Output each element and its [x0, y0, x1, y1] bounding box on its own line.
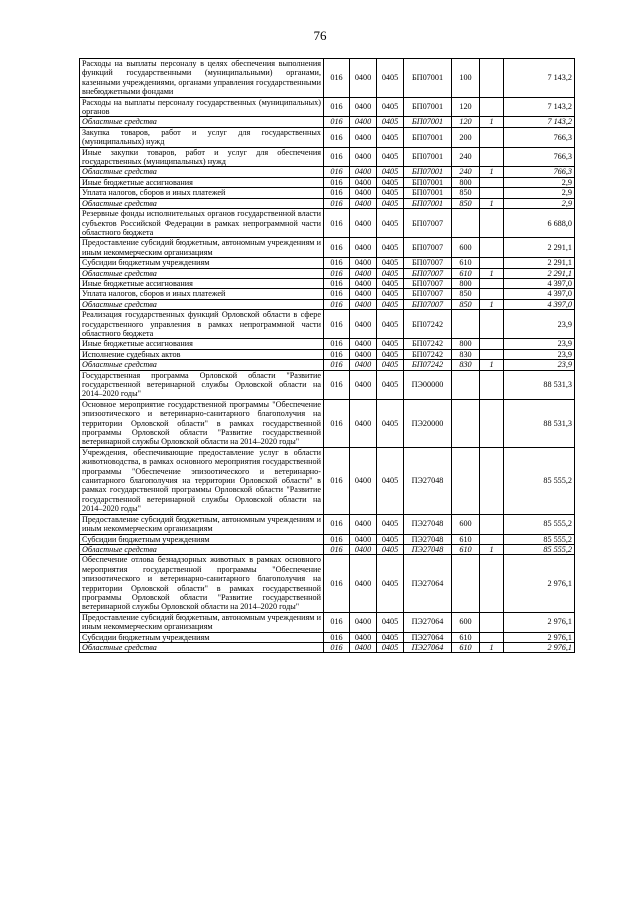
- table-row: [80, 349, 575, 359]
- cell-target-article: БП07001: [404, 198, 452, 208]
- row-name: Областные средства: [80, 544, 324, 554]
- cell-grbs: 016: [324, 370, 350, 399]
- cell-target-article: ПЭ20000: [404, 399, 452, 447]
- cell-podrazdel: 0405: [377, 299, 404, 309]
- cell-podrazdel: 0405: [377, 642, 404, 652]
- cell-amount: 2,9: [504, 177, 575, 187]
- cell-razdel: 0400: [350, 127, 377, 147]
- cell-target-article: БП07007: [404, 209, 452, 238]
- cell-funding-code: [480, 399, 504, 447]
- cell-expense-type: 800: [452, 339, 480, 349]
- cell-funding-code: [480, 370, 504, 399]
- cell-amount: 7 143,2: [504, 59, 575, 98]
- cell-funding-code: [480, 555, 504, 612]
- cell-podrazdel: 0405: [377, 147, 404, 167]
- table-row: [80, 117, 575, 127]
- cell-amount: 2 976,1: [504, 632, 575, 642]
- cell-razdel: 0400: [350, 544, 377, 554]
- cell-podrazdel: 0405: [377, 544, 404, 554]
- cell-grbs: 016: [324, 147, 350, 167]
- table-row: [80, 370, 575, 399]
- cell-razdel: 0400: [350, 360, 377, 370]
- cell-funding-code: [480, 147, 504, 167]
- cell-expense-type: 850: [452, 188, 480, 198]
- table-row: [80, 360, 575, 370]
- cell-expense-type: 610: [452, 534, 480, 544]
- cell-podrazdel: 0405: [377, 167, 404, 177]
- cell-podrazdel: 0405: [377, 612, 404, 632]
- cell-amount: 4 397,0: [504, 299, 575, 309]
- cell-target-article: БП07007: [404, 258, 452, 268]
- cell-target-article: ПЭ27048: [404, 544, 452, 554]
- row-name: Учреждения, обеспечивающие предоставление услуг в области животноводства, в рамках основного мероприятия государственной программы "Обеспечение эпизоотического и ветеринарно-санитарного благополучия на территории Орловской области" в рамках государственной программы Орловской области "Развитие государственной ветеринарной службы Орловской области на 2014–2020 годы": [80, 447, 324, 514]
- cell-razdel: 0400: [350, 632, 377, 642]
- cell-podrazdel: 0405: [377, 399, 404, 447]
- table-row: [80, 97, 575, 117]
- cell-razdel: 0400: [350, 167, 377, 177]
- table-row: [80, 642, 575, 652]
- cell-expense-type: 610: [452, 268, 480, 278]
- cell-funding-code: [480, 59, 504, 98]
- cell-grbs: 016: [324, 632, 350, 642]
- cell-funding-code: [480, 127, 504, 147]
- cell-razdel: 0400: [350, 612, 377, 632]
- cell-expense-type: 240: [452, 147, 480, 167]
- cell-amount: 7 143,2: [504, 97, 575, 117]
- cell-razdel: 0400: [350, 555, 377, 612]
- cell-amount: 766,3: [504, 167, 575, 177]
- cell-grbs: 016: [324, 360, 350, 370]
- cell-expense-type: [452, 447, 480, 514]
- cell-razdel: 0400: [350, 268, 377, 278]
- table-row: [80, 310, 575, 339]
- cell-razdel: 0400: [350, 117, 377, 127]
- cell-razdel: 0400: [350, 310, 377, 339]
- table-row: [80, 289, 575, 299]
- cell-expense-type: 610: [452, 258, 480, 268]
- cell-amount: 2 291,1: [504, 258, 575, 268]
- cell-target-article: ПЭ27048: [404, 534, 452, 544]
- row-name: Исполнение судебных актов: [80, 349, 324, 359]
- cell-amount: 766,3: [504, 127, 575, 147]
- row-name: Иные бюджетные ассигнования: [80, 339, 324, 349]
- cell-amount: 23,9: [504, 349, 575, 359]
- row-name: Расходы на выплаты персоналу государственных (муниципальных) органов: [80, 97, 324, 117]
- cell-razdel: 0400: [350, 447, 377, 514]
- cell-expense-type: 120: [452, 97, 480, 117]
- table-row: [80, 188, 575, 198]
- table-row: [80, 544, 575, 554]
- table-row: [80, 514, 575, 534]
- cell-amount: 2,9: [504, 198, 575, 208]
- row-name: Областные средства: [80, 198, 324, 208]
- cell-podrazdel: 0405: [377, 289, 404, 299]
- cell-expense-type: [452, 310, 480, 339]
- cell-target-article: БП07001: [404, 177, 452, 187]
- table-row: [80, 278, 575, 288]
- cell-target-article: ПЭ27064: [404, 632, 452, 642]
- table-row: [80, 447, 575, 514]
- cell-podrazdel: 0405: [377, 370, 404, 399]
- row-name: Субсидии бюджетным учреждениям: [80, 534, 324, 544]
- cell-target-article: БП07007: [404, 238, 452, 258]
- cell-funding-code: [480, 310, 504, 339]
- cell-podrazdel: 0405: [377, 117, 404, 127]
- table-row: [80, 268, 575, 278]
- cell-podrazdel: 0405: [377, 59, 404, 98]
- cell-funding-code: 1: [480, 299, 504, 309]
- cell-amount: 85 555,2: [504, 447, 575, 514]
- row-name: Реализация государственных функций Орловской области в сфере государственного управления в рамках непрограммной части областного бюджета: [80, 310, 324, 339]
- cell-grbs: 016: [324, 198, 350, 208]
- cell-podrazdel: 0405: [377, 238, 404, 258]
- cell-grbs: 016: [324, 349, 350, 359]
- cell-razdel: 0400: [350, 258, 377, 268]
- cell-funding-code: [480, 97, 504, 117]
- cell-razdel: 0400: [350, 59, 377, 98]
- table-row: [80, 258, 575, 268]
- cell-podrazdel: 0405: [377, 209, 404, 238]
- cell-grbs: 016: [324, 167, 350, 177]
- table-row: [80, 209, 575, 238]
- cell-grbs: 016: [324, 612, 350, 632]
- row-name: Областные средства: [80, 299, 324, 309]
- table-row: [80, 147, 575, 167]
- cell-target-article: ПЭ27064: [404, 642, 452, 652]
- cell-funding-code: [480, 289, 504, 299]
- cell-razdel: 0400: [350, 97, 377, 117]
- cell-target-article: ПЭ27048: [404, 514, 452, 534]
- cell-grbs: 016: [324, 59, 350, 98]
- cell-expense-type: 600: [452, 514, 480, 534]
- cell-expense-type: 610: [452, 632, 480, 642]
- row-name: Областные средства: [80, 268, 324, 278]
- cell-expense-type: 100: [452, 59, 480, 98]
- cell-amount: 88 531,3: [504, 399, 575, 447]
- cell-target-article: БП07001: [404, 147, 452, 167]
- table-row: [80, 299, 575, 309]
- cell-funding-code: 1: [480, 544, 504, 554]
- cell-expense-type: 600: [452, 238, 480, 258]
- cell-amount: 4 397,0: [504, 278, 575, 288]
- cell-target-article: БП07242: [404, 360, 452, 370]
- cell-grbs: 016: [324, 209, 350, 238]
- row-name: Областные средства: [80, 117, 324, 127]
- cell-amount: 2 976,1: [504, 642, 575, 652]
- cell-expense-type: 850: [452, 198, 480, 208]
- cell-amount: 7 143,2: [504, 117, 575, 127]
- cell-podrazdel: 0405: [377, 360, 404, 370]
- cell-funding-code: [480, 612, 504, 632]
- cell-target-article: БП07007: [404, 268, 452, 278]
- cell-amount: 85 555,2: [504, 534, 575, 544]
- table-row: [80, 238, 575, 258]
- cell-grbs: 016: [324, 514, 350, 534]
- table-row: [80, 198, 575, 208]
- cell-amount: 2,9: [504, 188, 575, 198]
- cell-funding-code: [480, 188, 504, 198]
- cell-expense-type: 830: [452, 349, 480, 359]
- cell-podrazdel: 0405: [377, 188, 404, 198]
- cell-target-article: ПЭ27064: [404, 555, 452, 612]
- table-row: [80, 534, 575, 544]
- page-number: 76: [313, 28, 327, 43]
- cell-razdel: 0400: [350, 642, 377, 652]
- cell-razdel: 0400: [350, 209, 377, 238]
- row-name: Областные средства: [80, 642, 324, 652]
- cell-expense-type: [452, 555, 480, 612]
- row-name: Уплата налогов, сборов и иных платежей: [80, 289, 324, 299]
- table-row: [80, 612, 575, 632]
- table-row: [80, 167, 575, 177]
- cell-podrazdel: 0405: [377, 177, 404, 187]
- cell-amount: 85 555,2: [504, 514, 575, 534]
- cell-grbs: 016: [324, 399, 350, 447]
- cell-funding-code: [480, 514, 504, 534]
- cell-podrazdel: 0405: [377, 349, 404, 359]
- cell-target-article: БП07001: [404, 59, 452, 98]
- cell-target-article: ПЭ27064: [404, 612, 452, 632]
- cell-expense-type: 830: [452, 360, 480, 370]
- row-name: Основное мероприятие государственной программы "Обеспечение эпизоотического и ветеринарно-санитарного благополучия на территории Орловской области" в рамках государственной программы Орловской области "Развитие государственной ветеринарной службы Орловской области на 2014–2020 годы": [80, 399, 324, 447]
- cell-amount: 6 688,0: [504, 209, 575, 238]
- cell-amount: 2 976,1: [504, 555, 575, 612]
- cell-razdel: 0400: [350, 198, 377, 208]
- cell-funding-code: 1: [480, 268, 504, 278]
- row-name: Областные средства: [80, 360, 324, 370]
- row-name: Предоставление субсидий бюджетным, автономным учреждениям и иным некоммерческим организациям: [80, 514, 324, 534]
- cell-razdel: 0400: [350, 177, 377, 187]
- table-row: [80, 177, 575, 187]
- cell-expense-type: [452, 370, 480, 399]
- cell-amount: 88 531,3: [504, 370, 575, 399]
- cell-target-article: БП07007: [404, 278, 452, 288]
- cell-grbs: 016: [324, 642, 350, 652]
- row-name: Закупка товаров, работ и услуг для государственных (муниципальных) нужд: [80, 127, 324, 147]
- cell-amount: 23,9: [504, 339, 575, 349]
- cell-target-article: БП07242: [404, 310, 452, 339]
- cell-grbs: 016: [324, 289, 350, 299]
- cell-razdel: 0400: [350, 289, 377, 299]
- cell-target-article: БП07001: [404, 97, 452, 117]
- row-name: Областные средства: [80, 167, 324, 177]
- cell-razdel: 0400: [350, 238, 377, 258]
- cell-funding-code: 1: [480, 198, 504, 208]
- row-name: Уплата налогов, сборов и иных платежей: [80, 188, 324, 198]
- cell-podrazdel: 0405: [377, 310, 404, 339]
- cell-razdel: 0400: [350, 299, 377, 309]
- cell-amount: 766,3: [504, 147, 575, 167]
- cell-razdel: 0400: [350, 514, 377, 534]
- cell-funding-code: 1: [480, 360, 504, 370]
- cell-funding-code: [480, 278, 504, 288]
- cell-funding-code: [480, 177, 504, 187]
- table-row: [80, 59, 575, 98]
- row-name: Иные бюджетные ассигнования: [80, 278, 324, 288]
- cell-podrazdel: 0405: [377, 268, 404, 278]
- row-name: Иные закупки товаров, работ и услуг для обеспечения государственных (муниципальных) нужд: [80, 147, 324, 167]
- cell-amount: 23,9: [504, 360, 575, 370]
- row-name: Обеспечение отлова безнадзорных животных в рамках основного мероприятия государственной программы "Обеспечение эпизоотического и ветеринарно-санитарного благополучия на территории Орловской области" в рамках государственной программы Орловской области "Развитие государственной ветеринарной службы Орловской области на 2014–2020 годы": [80, 555, 324, 612]
- cell-expense-type: 600: [452, 612, 480, 632]
- row-name: Резервные фонды исполнительных органов государственной власти субъектов Российской Федерации в рамках непрограммной части областного бюджета: [80, 209, 324, 238]
- cell-amount: 2 291,1: [504, 268, 575, 278]
- cell-razdel: 0400: [350, 147, 377, 167]
- cell-expense-type: 800: [452, 177, 480, 187]
- cell-podrazdel: 0405: [377, 97, 404, 117]
- cell-expense-type: [452, 399, 480, 447]
- cell-podrazdel: 0405: [377, 632, 404, 642]
- cell-grbs: 016: [324, 278, 350, 288]
- cell-podrazdel: 0405: [377, 127, 404, 147]
- cell-target-article: БП07242: [404, 349, 452, 359]
- cell-grbs: 016: [324, 299, 350, 309]
- cell-funding-code: [480, 632, 504, 642]
- cell-grbs: 016: [324, 447, 350, 514]
- cell-expense-type: 800: [452, 278, 480, 288]
- cell-grbs: 016: [324, 177, 350, 187]
- table-row: [80, 399, 575, 447]
- cell-grbs: 016: [324, 188, 350, 198]
- cell-funding-code: [480, 258, 504, 268]
- cell-razdel: 0400: [350, 534, 377, 544]
- cell-grbs: 016: [324, 534, 350, 544]
- cell-funding-code: [480, 238, 504, 258]
- table-row: [80, 127, 575, 147]
- cell-amount: 2 976,1: [504, 612, 575, 632]
- cell-target-article: БП07001: [404, 188, 452, 198]
- cell-razdel: 0400: [350, 349, 377, 359]
- row-name: Субсидии бюджетным учреждениям: [80, 632, 324, 642]
- cell-grbs: 016: [324, 117, 350, 127]
- cell-amount: 85 555,2: [504, 544, 575, 554]
- cell-expense-type: 610: [452, 642, 480, 652]
- cell-target-article: ПЭ27048: [404, 447, 452, 514]
- cell-podrazdel: 0405: [377, 534, 404, 544]
- cell-grbs: 016: [324, 127, 350, 147]
- cell-expense-type: 200: [452, 127, 480, 147]
- cell-target-article: БП07001: [404, 167, 452, 177]
- cell-expense-type: 850: [452, 299, 480, 309]
- cell-target-article: БП07007: [404, 289, 452, 299]
- cell-expense-type: 610: [452, 544, 480, 554]
- cell-grbs: 016: [324, 97, 350, 117]
- row-name: Иные бюджетные ассигнования: [80, 177, 324, 187]
- cell-funding-code: [480, 447, 504, 514]
- cell-funding-code: 1: [480, 642, 504, 652]
- cell-podrazdel: 0405: [377, 339, 404, 349]
- cell-funding-code: [480, 534, 504, 544]
- row-name: Расходы на выплаты персоналу в целях обеспечения выполнения функций государственными (муниципальными) органами, казенными учреждениями, органами управления государственными внебюджетными фондами: [80, 59, 324, 98]
- cell-expense-type: 850: [452, 289, 480, 299]
- table-row: [80, 339, 575, 349]
- cell-razdel: 0400: [350, 339, 377, 349]
- cell-grbs: 016: [324, 310, 350, 339]
- cell-target-article: ПЭ00000: [404, 370, 452, 399]
- cell-grbs: 016: [324, 238, 350, 258]
- cell-grbs: 016: [324, 544, 350, 554]
- table-row: [80, 555, 575, 612]
- row-name: Субсидии бюджетным учреждениям: [80, 258, 324, 268]
- cell-podrazdel: 0405: [377, 447, 404, 514]
- row-name: Государственная программа Орловской области "Развитие государственной ветеринарной службы Орловской области на 2014–2020 годы": [80, 370, 324, 399]
- cell-amount: 4 397,0: [504, 289, 575, 299]
- budget-table-body: [80, 59, 575, 653]
- cell-podrazdel: 0405: [377, 278, 404, 288]
- cell-expense-type: 120: [452, 117, 480, 127]
- cell-funding-code: [480, 339, 504, 349]
- cell-grbs: 016: [324, 339, 350, 349]
- cell-expense-type: [452, 209, 480, 238]
- cell-amount: 23,9: [504, 310, 575, 339]
- cell-target-article: БП07001: [404, 117, 452, 127]
- cell-expense-type: 240: [452, 167, 480, 177]
- cell-grbs: 016: [324, 258, 350, 268]
- budget-table: [79, 58, 575, 653]
- cell-podrazdel: 0405: [377, 555, 404, 612]
- cell-podrazdel: 0405: [377, 514, 404, 534]
- cell-razdel: 0400: [350, 399, 377, 447]
- row-name: Предоставление субсидий бюджетным, автономным учреждениям и иным некоммерческим организациям: [80, 238, 324, 258]
- cell-grbs: 016: [324, 555, 350, 612]
- cell-razdel: 0400: [350, 188, 377, 198]
- table-row: [80, 632, 575, 642]
- cell-funding-code: 1: [480, 117, 504, 127]
- cell-amount: 2 291,1: [504, 238, 575, 258]
- cell-podrazdel: 0405: [377, 198, 404, 208]
- cell-target-article: БП07007: [404, 299, 452, 309]
- cell-funding-code: [480, 349, 504, 359]
- cell-target-article: БП07242: [404, 339, 452, 349]
- cell-target-article: БП07001: [404, 127, 452, 147]
- cell-razdel: 0400: [350, 370, 377, 399]
- row-name: Предоставление субсидий бюджетным, автономным учреждениям и иным некоммерческим организациям: [80, 612, 324, 632]
- cell-razdel: 0400: [350, 278, 377, 288]
- cell-funding-code: [480, 209, 504, 238]
- cell-podrazdel: 0405: [377, 258, 404, 268]
- cell-funding-code: 1: [480, 167, 504, 177]
- cell-grbs: 016: [324, 268, 350, 278]
